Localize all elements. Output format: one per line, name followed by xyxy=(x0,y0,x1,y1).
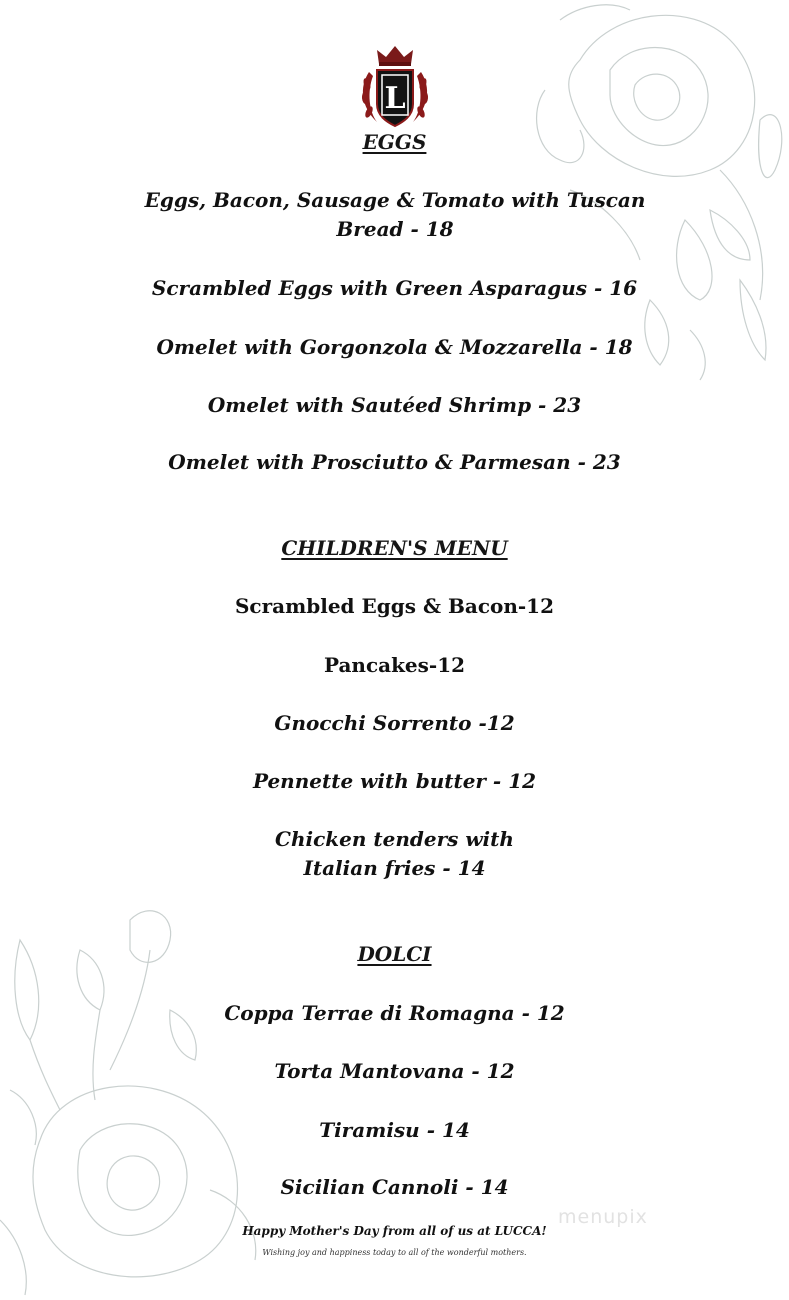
menu-item: Scrambled Eggs with Green Asparagus - 16 xyxy=(151,276,638,300)
menu-item: Pancakes-12 xyxy=(323,653,466,677)
menu-item: Scrambled Eggs & Bacon-12 xyxy=(234,594,555,618)
menu-item: Omelet with Gorgonzola & Mozzarella - 18 xyxy=(156,335,633,359)
menu-item-line: Eggs, Bacon, Sausage & Tomato with Tuscan xyxy=(144,188,646,212)
childrens-menu-heading: CHILDREN'S MENU xyxy=(281,536,508,560)
eggs-heading: EGGS xyxy=(362,130,427,154)
menu-item: Pennette with butter - 12 xyxy=(252,769,537,793)
menu-item: Torta Mantovana - 12 xyxy=(274,1059,515,1083)
menu-item: Omelet with Sautéed Shrimp - 23 xyxy=(207,393,582,417)
logo-letter: L xyxy=(384,81,406,116)
restaurant-logo xyxy=(355,42,435,132)
footer-submessage: Wishing joy and happiness today to all of the wonderful mothers. xyxy=(262,1248,527,1257)
menu-item: Omelet with Prosciutto & Parmesan - 23 xyxy=(168,450,621,474)
dolci-heading: DOLCI xyxy=(357,942,432,966)
watermark: menupix xyxy=(558,1206,648,1228)
menu-item xyxy=(140,186,650,244)
footer-message: Happy Mother's Day from all of us at LUCCA! xyxy=(242,1224,547,1238)
menu-item-line: Chicken tenders with xyxy=(275,827,514,851)
menu-item-line: Italian fries - 14 xyxy=(303,856,486,880)
menu-item xyxy=(0,825,789,883)
menu-item: Tiramisu - 14 xyxy=(319,1118,470,1142)
menu-item-line: Bread - 18 xyxy=(336,217,454,241)
menu-item: Coppa Terrae di Romagna - 12 xyxy=(224,1001,565,1025)
menu-item: Sicilian Cannoli - 14 xyxy=(280,1175,509,1199)
crown-icon xyxy=(377,46,413,66)
menu-item: Gnocchi Sorrento -12 xyxy=(274,711,515,735)
